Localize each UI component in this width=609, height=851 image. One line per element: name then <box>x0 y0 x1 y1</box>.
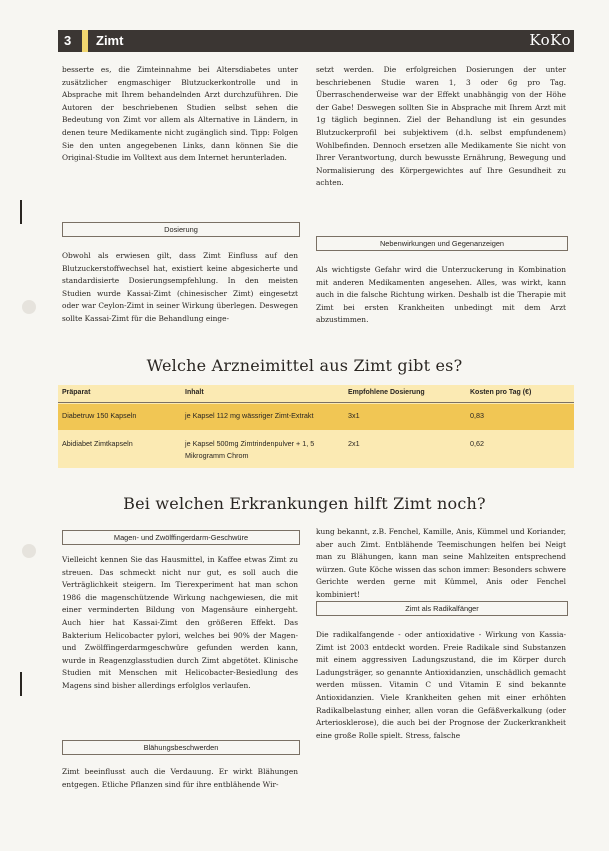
magen-heading: Magen- und Zwölffingerdarm-Geschwüre <box>62 530 300 545</box>
nebenwirkungen-text: Als wichtigste Gefahr wird die Unterzuckerung in Kombination mit anderen Medikamenten angesehen. Alles, was wirkt, kann auch in die falsche Richtung wirken. Deshalb ist die Therapie mit Zimt bei ersten Krankheiten unbedingt mit dem Arzt abzustimmen. <box>316 265 566 325</box>
erkrankungen-title: Bei welchen Erkrankungen hilft Zimt noch? <box>123 494 486 513</box>
page-number: 3 <box>64 33 72 48</box>
top-right-column <box>316 64 566 190</box>
intro-paragraph-right: setzt werden. Die erfolgreichen Dosierungen der unter beschriebenen Studie waren 1, 3 oder 6g pro Tag. Überraschenderweise war der Effekt unabhängig von der Höhe der Gabe! Deswegen sollten Sie in Absprache mit Ihrem Arzt mit 1g täglich beginnen. Ziel der Behandlung ist ein gesundes Blutzuckerprofil bei subjektivem (d.h. selbst empfundenem) Wohlbefinden. Dennoch ersetzen alle Medikamente Sie nicht von Ihrer Verantwortung, durch bewusste Ernährung, Bewegung und Normalisierung des Körpergewichtes auf Ihre Gesundheit zu achten. <box>316 65 566 188</box>
table-col-praeparat: Präparat <box>62 389 91 396</box>
table-col-kosten: Kosten pro Tag (€) <box>470 389 532 396</box>
top-left-column <box>62 64 298 165</box>
header-accent <box>82 30 88 52</box>
magen-section <box>62 554 298 693</box>
table-row-1-praeparat: Diabetruw 150 Kapseln <box>62 411 137 420</box>
nebenwirkungen-heading: Nebenwirkungen und Gegenanzeigen <box>316 236 568 251</box>
table-col-inhalt: Inhalt <box>185 389 204 396</box>
dosierung-text: Obwohl als erwiesen gilt, dass Zimt Einfluss auf den Blutzuckerstoffwechsel hat, existiert keine abgesicherte und standardisierte Dosierungsempfehlung. In den meisten Studien wurde Kassai-Zimt (chinesischer Zimt) eingesetzt oder war Ceylon-Zimt in seiner Wirkung überlegen. Deswegen sollte Kassai-Zimt für die Behandlung einge- <box>62 251 298 323</box>
table-row-1-kosten: 0,83 <box>470 411 484 420</box>
radikalfaenger-text: Die radikalfangende - oder antioxidative - Wirkung von Kassia-Zimt ist 2003 entdeckt worden. Freie Radikale sind Substanzen mit einem aggressiven Ladungszustand, die im Körper durch Ladungsträger, so genannte Antioxidanzien, unschädlich gemacht werden müssen. Vitamin C und Vitamin E sind bekannte Antioxidanzien. Viele Krankheiten gehen mit einer erhöhten Radikalbelastung einher, allen voran die Gefäßverkalkung (oder Arteriosklerose), die auch bei der Prognose der Zuckerkrankheit eine große Rolle spielt. Stress, falsche <box>316 630 566 740</box>
table-row-2-inhalt: je Kapsel 500mg Zimtrindenpulver + 1, 5 Mikrogramm Chrom <box>185 439 315 460</box>
table-row-2-dosierung: 2x1 <box>348 439 360 448</box>
blaehungen-continued-text: kung bekannt, z.B. Fenchel, Kamille, Anis, Kümmel und Koriander, aber auch Zimt. Entblähende Teemischungen helfen bei Neigt man zu Blähungen, kann man seine Mahlzeiten entsprechend würzen. Gute Köche wissen das schon immer: Besonders schwere Gerichte werden gerne mit Kümmel, Anis oder Fenchel kombiniert! <box>316 527 566 599</box>
intro-paragraph-left: besserte es, die Zimteinnahme bei Altersdiabetes unter zusätzlicher engmaschiger Blutzuckerkontrolle und in Absprache mit Ihrem behandelnden Arzt durchzuführen. Die Autoren der beschriebenen Studien selbst sehen die Bedeutung von Zimt vor allem als Alternative in Ländern, in denen teure Medikamente nicht zugänglich sind. Tipp: Folgen Sie den unten angegebenen Links, dann können Sie die Original-Studie im Volltext aus dem Internet herunterladen. <box>62 65 298 163</box>
blaehungen-heading: Blähungsbeschwerden <box>62 740 300 755</box>
blaehungen-section <box>62 766 298 791</box>
nebenwirkungen-section <box>316 264 566 327</box>
dosierung-section <box>62 250 298 326</box>
table-col-dosierung: Empfohlene Dosierung <box>348 389 425 396</box>
table-header-rule <box>58 402 574 403</box>
right-column-lower <box>316 526 566 602</box>
radikalfaenger-section <box>316 629 566 742</box>
punch-hole-bottom <box>22 544 36 558</box>
punch-hole-top <box>22 300 36 314</box>
section-title: Zimt <box>96 33 124 48</box>
table-row-1-dosierung: 3x1 <box>348 411 360 420</box>
table-row-2-praeparat: Abidiabet Zimtkapseln <box>62 439 133 448</box>
arzneimittel-title: Welche Arzneimittel aus Zimt gibt es? <box>146 356 463 375</box>
magen-text: Vielleicht kennen Sie das Hausmittel, in Kaffee etwas Zimt zu streuen. Das schmeckt nicht nur gut, es soll auch die Verträglichkeit steigern. Im Tierexperiment hat man schon 1986 die magenschützende Wirkung nachgewiesen, die mit einer verminderten Bildung von Magensäure einhergeht. Auch hier hat Kassai-Zimt den größeren Effekt. Das Bakterium Helicobacter pylori, welches bei 90% der Magen- und Zwölffingerdarmgeschwüre gefunden werden kann, wurde in Reagenzglasstudien durch Zimt abgetötet. Klinische Studien mit Menschen mit Helicobacter-Besiedlung des Magens sind bisher allerdings erfolglos verlaufen. <box>62 555 298 690</box>
margin-mark-top <box>20 200 22 224</box>
table-row-2-kosten: 0,62 <box>470 439 484 448</box>
table-row-1-inhalt: je Kapsel 112 mg wässriger Zimt-Extrakt <box>185 411 314 420</box>
page-header-bar <box>58 30 574 52</box>
dosierung-heading: Dosierung <box>62 222 300 237</box>
magazine-logo: KoKo <box>529 31 571 49</box>
blaehungen-text: Zimt beeinflusst auch die Verdauung. Er wirkt Blähungen entgegen. Etliche Pflanzen sind für ihre entblähende Wir- <box>62 767 298 789</box>
margin-mark-bottom <box>20 672 22 696</box>
radikalfaenger-heading: Zimt als Radikalfänger <box>316 601 568 616</box>
